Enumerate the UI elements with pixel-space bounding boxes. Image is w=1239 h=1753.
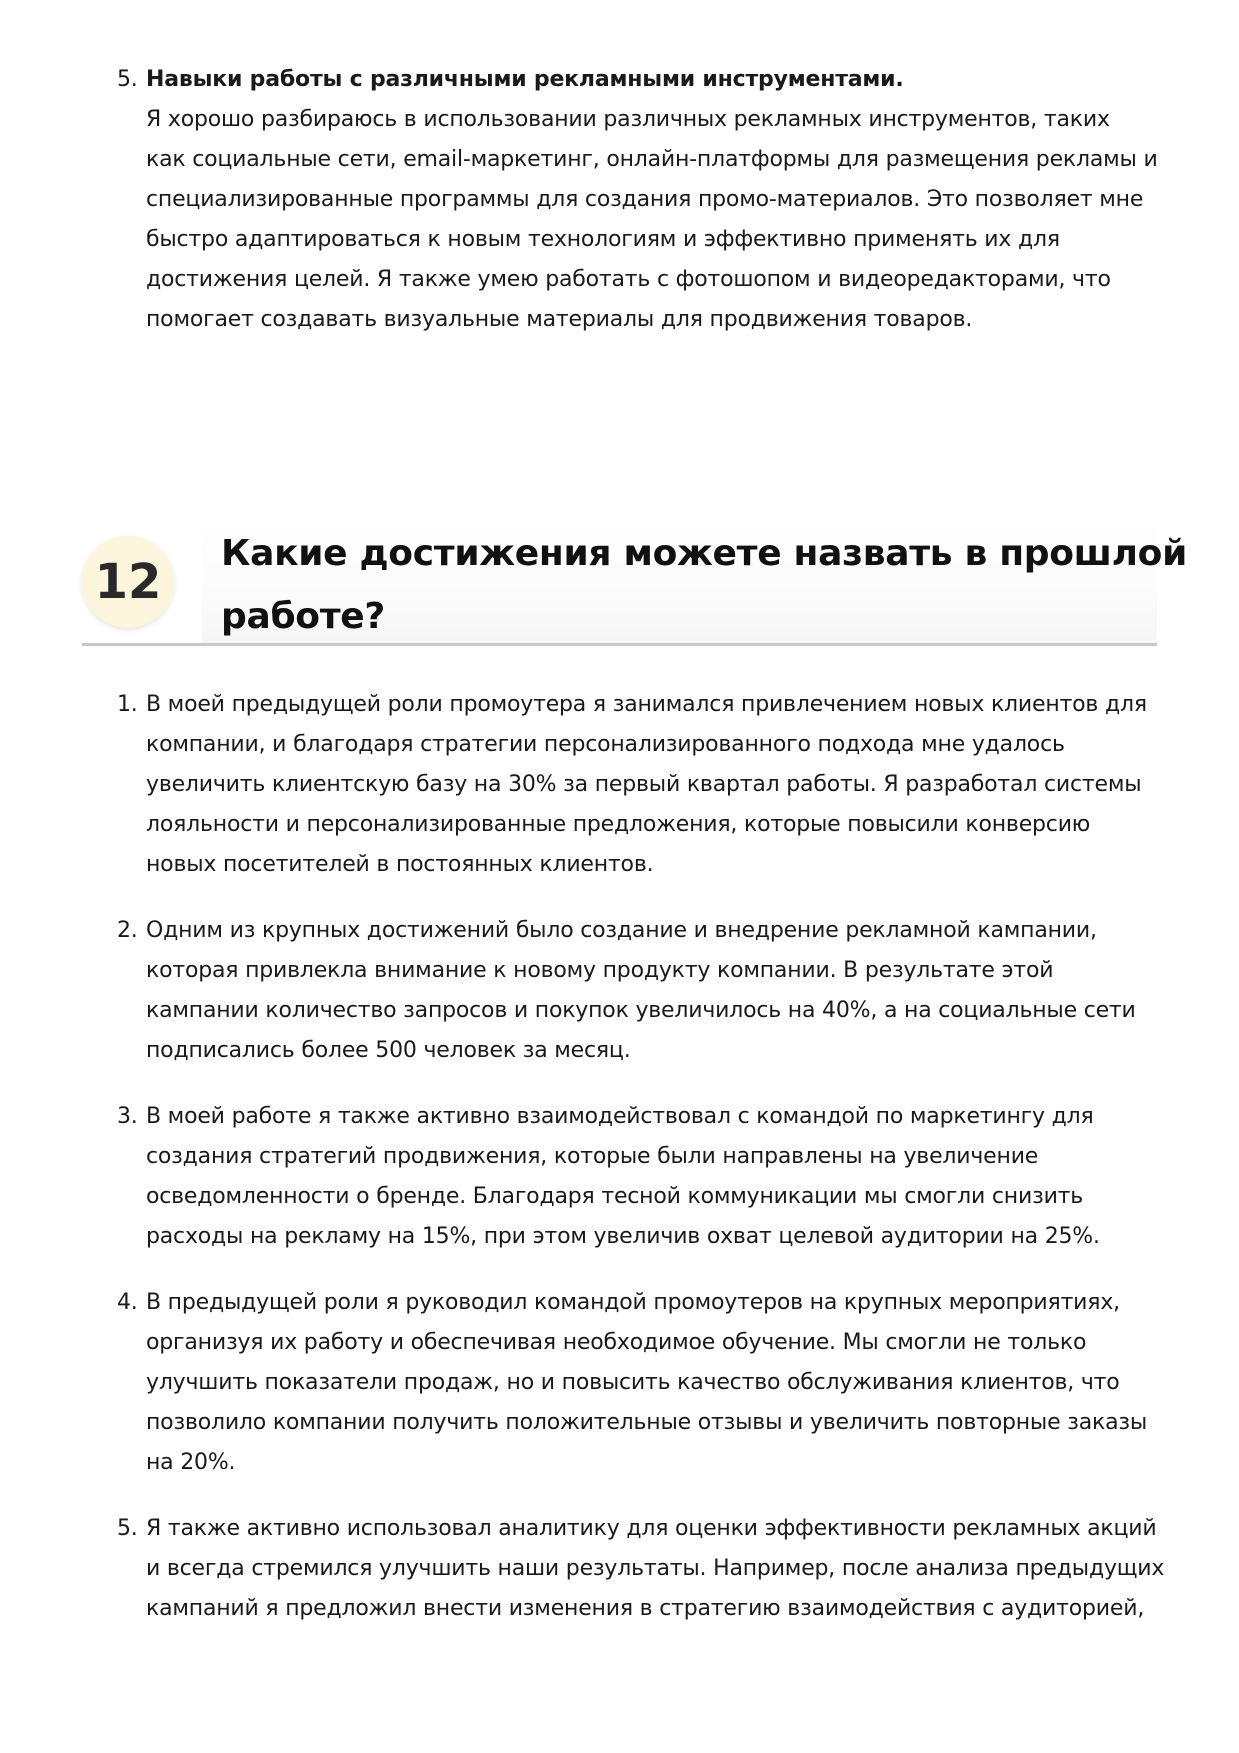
list-item-line: В моей предыдущей роли промоутера я занимался привлечением новых клиентов для bbox=[146, 692, 1147, 717]
list-item-number: 5. bbox=[117, 1516, 138, 1541]
list-item-line: и всегда стремился улучшить наши результаты. Например, после анализа предыдущих bbox=[146, 1556, 1165, 1581]
list-item-line: специализированные программы для создания промо-материалов. Это позволяет мне bbox=[146, 187, 1144, 212]
list-item-line: улучшить показатели продаж, но и повысить качество обслуживания клиентов, что bbox=[146, 1370, 1120, 1395]
list-item-line: которая привлекла внимание к новому продукту компании. В результате этой bbox=[146, 958, 1054, 983]
section-divider bbox=[82, 643, 1157, 646]
list-item-line: Я также активно использовал аналитику для оценки эффективности рекламных акций bbox=[146, 1516, 1157, 1541]
list-item-line: Я хорошо разбираюсь в использовании различных рекламных инструментов, таких bbox=[146, 107, 1110, 132]
list-item-line: достижения целей. Я также умею работать с фотошопом и видеоредакторами, что bbox=[146, 267, 1111, 292]
list-item-line: кампании количество запросов и покупок увеличилось на 40%, а на социальные сети bbox=[146, 998, 1136, 1023]
list-item-line: Одним из крупных достижений было создание и внедрение рекламной кампании, bbox=[146, 918, 1097, 943]
list-item-body bbox=[146, 1097, 1157, 1257]
list-item-line: быстро адаптироваться к новым технологиям и эффективно применять их для bbox=[146, 227, 1060, 252]
list-item-line: В предыдущей роли я руководил командой промоутеров на крупных мероприятиях, bbox=[146, 1290, 1120, 1315]
list-item-line: организуя их работу и обеспечивая необходимое обучение. Мы смогли не только bbox=[146, 1330, 1087, 1355]
list-item-line: позволило компании получить положительные отзывы и увеличить повторные заказы bbox=[146, 1410, 1148, 1435]
list-item-line: увеличить клиентскую базу на 30% за первый квартал работы. Я разработал системы bbox=[146, 772, 1142, 797]
list-item-line: как социальные сети, email-маркетинг, онлайн-платформы для размещения рекламы и bbox=[146, 147, 1158, 172]
section-title-line: Какие достижения можете назвать в прошлой bbox=[221, 533, 1188, 574]
list-item-line: В моей работе я также активно взаимодействовал с командой по маркетингу для bbox=[146, 1104, 1094, 1129]
list-item-number: 3. bbox=[117, 1104, 138, 1129]
list-item-line: создания стратегий продвижения, которые были направлены на увеличение bbox=[146, 1144, 1039, 1169]
list-item-body bbox=[146, 60, 1157, 340]
list-item-line: на 20%. bbox=[146, 1450, 236, 1475]
list-item-body bbox=[146, 911, 1157, 1071]
section-header bbox=[82, 522, 1188, 646]
list-item-number: 5. bbox=[117, 67, 138, 92]
list-item-body bbox=[146, 1283, 1157, 1483]
list-item-line: новых посетителей в постоянных клиентов. bbox=[146, 852, 654, 877]
list-item-title: Навыки работы с различными рекламными инструментами. bbox=[146, 67, 904, 92]
section-number-badge: 12 bbox=[82, 536, 174, 628]
list-item-line: кампаний я предложил внести изменения в стратегию взаимодействия с аудиторией, bbox=[146, 1596, 1145, 1621]
list-item-number: 4. bbox=[117, 1290, 138, 1315]
list-item-line: помогает создавать визуальные материалы для продвижения товаров. bbox=[146, 307, 973, 332]
section-title bbox=[221, 522, 1188, 648]
list-item-body bbox=[146, 1509, 1165, 1629]
list-item-body bbox=[146, 685, 1157, 885]
list-item-line: осведомленности о бренде. Благодаря тесной коммуникации мы смогли снизить bbox=[146, 1184, 1084, 1209]
list-item-line: лояльности и персонализированные предложения, которые повысили конверсию bbox=[146, 812, 1091, 837]
list-item-line: расходы на рекламу на 15%, при этом увеличив охват целевой аудитории на 25%. bbox=[146, 1224, 1100, 1249]
list-item-line: подписались более 500 человек за месяц. bbox=[146, 1038, 631, 1063]
list-item-number: 1. bbox=[117, 692, 138, 717]
list-item-line: компании, и благодаря стратегии персонализированного подхода мне удалось bbox=[146, 732, 1065, 757]
list-item-number: 2. bbox=[117, 918, 138, 943]
section-title-line: работе? bbox=[221, 596, 385, 637]
